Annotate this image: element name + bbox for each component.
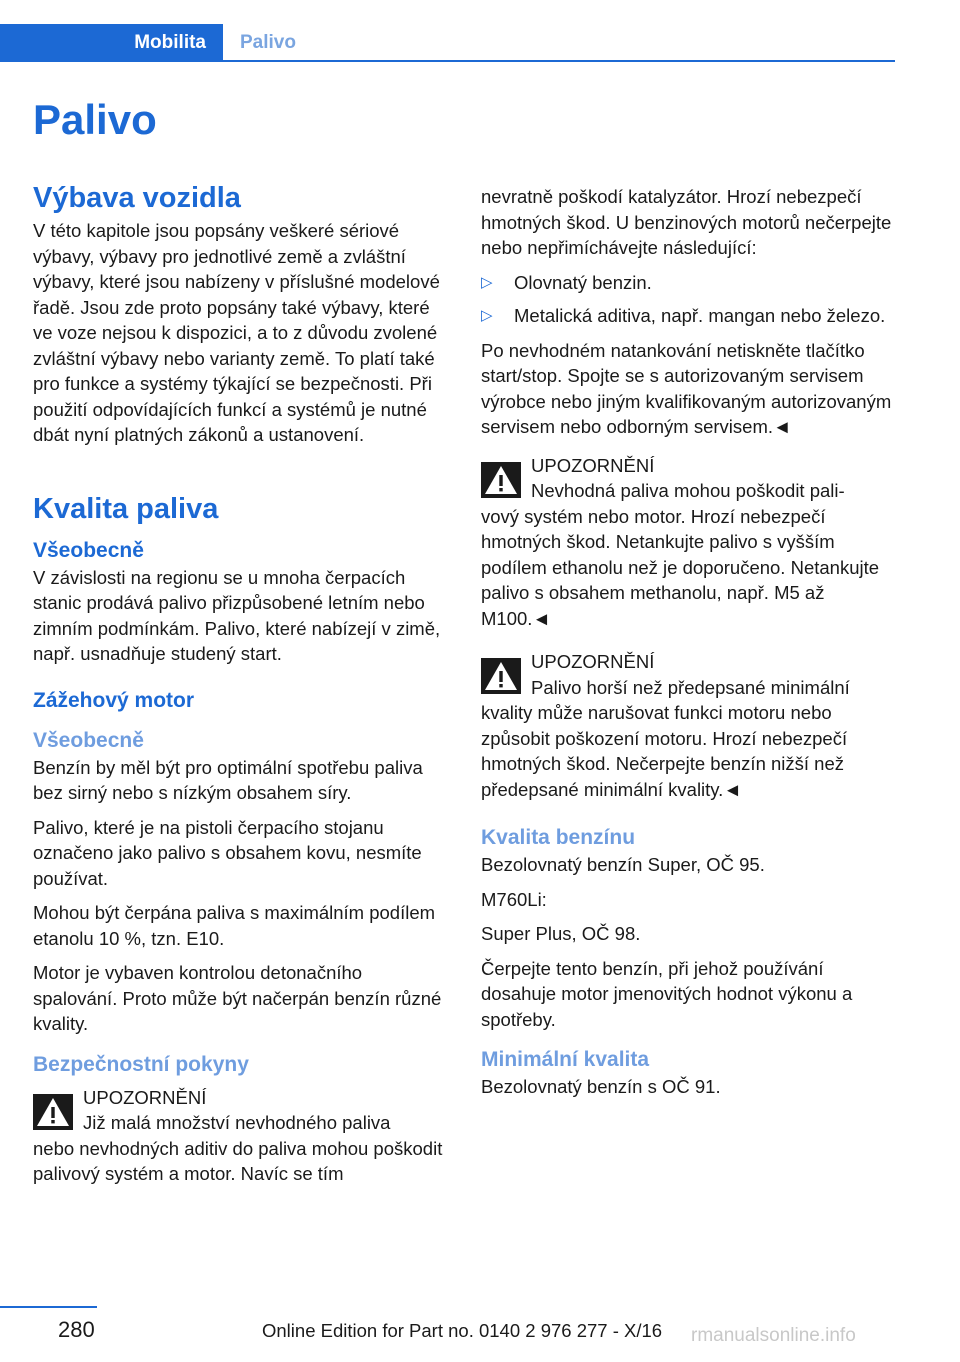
heading-vseobecne-1: Všeobecně <box>33 538 144 562</box>
warning-block-3 <box>481 649 895 802</box>
header-rule <box>0 60 895 62</box>
para-katalyzator: nevratně poškodí katalyzátor. Hrozí nebezpečí hmotných škod. U benzinových motorů nečerpejte nebo nepřimíchávejte následující: <box>481 186 892 258</box>
para-model: M760Li: <box>481 888 547 910</box>
para-etanol: Mohou být čerpána paliva s maximálním podílem etanolu 10 %, tzn. E10. <box>33 902 436 949</box>
warning-triangle-icon <box>481 462 521 498</box>
warning-label: UPOZORNĚNÍ <box>531 651 655 672</box>
para-po-natankovani: Po nevhodném natankování netiskněte tlačítko start/stop. Spojte se s autorizovaným servisem výrobce nebo jiným kvalifikovaným autorizovaným servisem nebo odborným servisem.◄ <box>481 339 892 437</box>
para-vybava: V této kapitole jsou popsány veškeré sériové výbavy, výbavy pro jednotlivé země a zvláštní výbavy, které jsou nabízeny v příslušné modelové řadě. Jsou zde proto popsány také výbavy, které ve voze nejsou k dispozici, a to z důvodu zvolené zvláštní výbavy nebo varianty země. To platí také pro funkce a systémy týkající se bezpečnosti. Při použití odpovídajících funkcí a systémů je nutné dbát nyní platných zákonů a ustanovení. <box>33 220 440 445</box>
list-item: ▷ Olovnatý benzin. <box>481 270 895 296</box>
heading-vybava: Výbava vozidla <box>33 182 241 214</box>
para-super-plus: Super Plus, OČ 98. <box>481 923 641 944</box>
page-number: 280 <box>58 1317 95 1342</box>
left-column <box>33 180 447 1205</box>
warning-text: vový systém nebo motor. Hrozí nebezpečí hmotných škod. Netankujte palivo s vyšším podílem ethanolu než je doporučeno. Netankujte palivo s obsahem methanolu, např. M5 až M100.◄ <box>481 505 880 629</box>
page-title: Palivo <box>33 96 157 143</box>
warning-first-line: Nevhodná paliva mohou poškodit pali- <box>531 480 845 501</box>
footer-rule <box>0 1306 97 1308</box>
heading-zazehovy-motor: Zážehový motor <box>33 688 195 712</box>
heading-bezpecnostni-pokyny: Bezpečnostní pokyny <box>33 1052 249 1076</box>
bullet-list <box>481 270 895 329</box>
list-item: ▷ Metalická aditiva, např. mangan nebo železo. <box>481 303 895 329</box>
header-tabs <box>0 24 895 62</box>
triangle-bullet-icon: ▷ <box>481 307 493 324</box>
para-oc-91: Bezolovnatý benzín s OČ 91. <box>481 1076 721 1097</box>
para-kovy: Palivo, které je na pistoli čerpacího stojanu označeno jako palivo s obsahem kovu, nesmíte používat. <box>33 816 422 889</box>
warning-label: UPOZORNĚNÍ <box>83 1086 207 1108</box>
warning-label: UPOZORNĚNÍ <box>531 454 655 476</box>
para-super-95: Bezolovnatý benzín Super, OČ 95. <box>481 854 765 875</box>
warning-block-2 <box>481 453 895 632</box>
heading-vseobecne-2: Všeobecně <box>33 728 144 752</box>
warning-first-line: Již malá množství nevhodného paliva <box>83 1112 391 1133</box>
warning-block-1 <box>33 1085 447 1187</box>
tab-palivo[interactable]: Palivo <box>240 32 296 53</box>
right-column <box>481 184 895 1109</box>
tab-mobilita[interactable]: Mobilita <box>0 24 223 62</box>
warning-text: kvality může narušovat funkci motoru nebo způsobit poškození motoru. Hrozí nebezpečí hmotných škod. Nečerpejte benzín nižší než předepsané minimální kvality.◄ <box>481 702 848 800</box>
heading-minimalni-kvalita: Minimální kvalita <box>481 1048 650 1071</box>
triangle-bullet-icon: ▷ <box>481 273 493 291</box>
para-benzin-sira: Benzín by měl být pro optimální spotřebu paliva bez sirný nebo s nízkým obsahem síry. <box>33 756 423 803</box>
para-detonace: Motor je vybaven kontrolou detonačního spalování. Proto může být načerpán benzín různé kvality. <box>33 962 442 1034</box>
para-vykon: Čerpejte tento benzín, při jehož používání dosahuje motor jmenovitých hodnot výkonu a spotřeby. <box>481 957 853 1030</box>
edition-note: Online Edition for Part no. 0140 2 976 277 - X/16 <box>262 1320 663 1341</box>
heading-kvalita-paliva: Kvalita paliva <box>33 492 219 525</box>
warning-first-line: Palivo horší než předepsané minimální <box>531 676 850 698</box>
warning-triangle-icon <box>481 658 521 694</box>
warning-triangle-icon <box>33 1094 73 1130</box>
watermark: rmanualsonline.info <box>691 1325 856 1346</box>
heading-kvalita-benzinu: Kvalita benzínu <box>481 826 636 849</box>
para-vseobecne-1: V závislosti na regionu se u mnoha čerpacích stanic prodává palivo přizpůsobené letním nebo zimním podmínkám. Palivo, které nabízejí v zimě, např. usnadňuje studený start. <box>33 566 441 664</box>
warning-text: nebo nevhodných aditiv do paliva mohou poškodit palivový systém a motor. Navíc se tím <box>33 1137 443 1184</box>
